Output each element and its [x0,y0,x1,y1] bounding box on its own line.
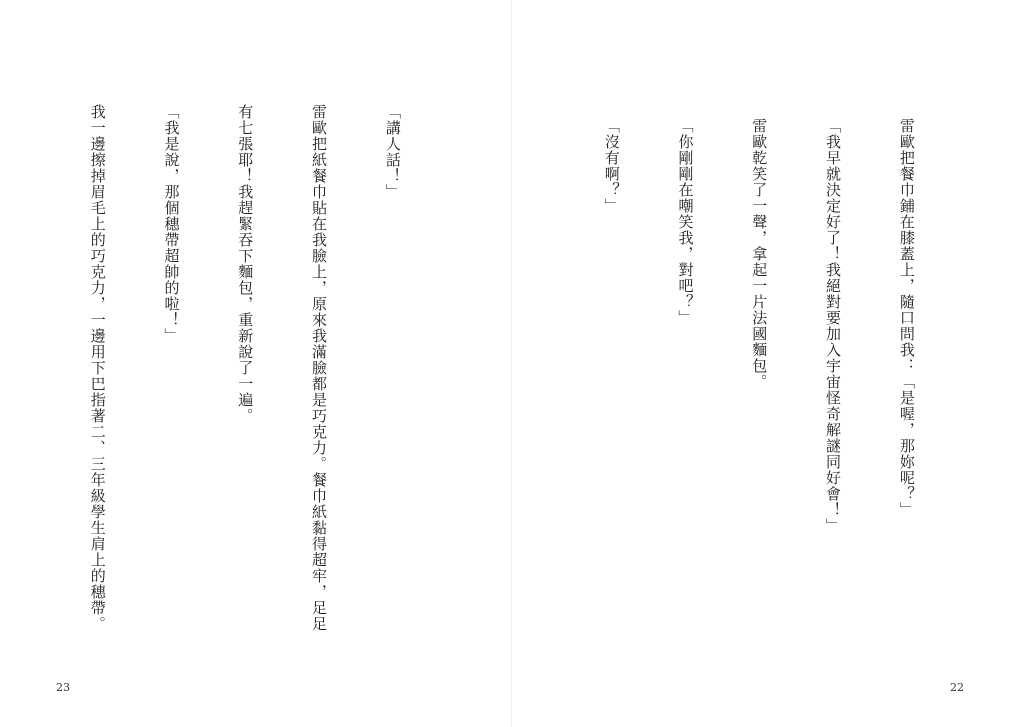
right-page [512,0,1024,727]
page-number-right: 22 [950,681,964,694]
text-line: 「我是說，那個穗帶超帥的啦！」 [162,104,181,344]
text-line: 雷歐乾笑了一聲，拿起一片法國麵包。 [750,118,769,390]
page-number-left: 23 [56,681,70,694]
text-line: 「你剛剛在嘲笑我，對吧？」 [676,118,695,326]
left-page-text [44,104,454,638]
right-page-text [564,118,968,638]
text-line: 雷歐把餐巾鋪在膝蓋上，隨口問我：「是喔，那妳呢？」 [897,118,916,518]
text-line: 「我早就決定好了！我絕對要加入宇宙怪奇解謎同好會！」 [824,118,843,534]
text-line: 「沒有啊？」 [602,118,621,214]
text-line: 「講人話！」 [383,104,402,200]
text-line: 有七張耶！我趕緊吞下麵包，重新說了一遍。 [236,104,255,424]
text-line: 我一邊擦掉眉毛上的巧克力，一邊用下巴指著二、三年級學生肩上的穗帶。 [88,104,107,632]
text-line: 雷歐把紙餐巾貼在我臉上，原來我滿臉都是巧克力。餐巾紙黏得超牢，足足 [310,104,329,632]
